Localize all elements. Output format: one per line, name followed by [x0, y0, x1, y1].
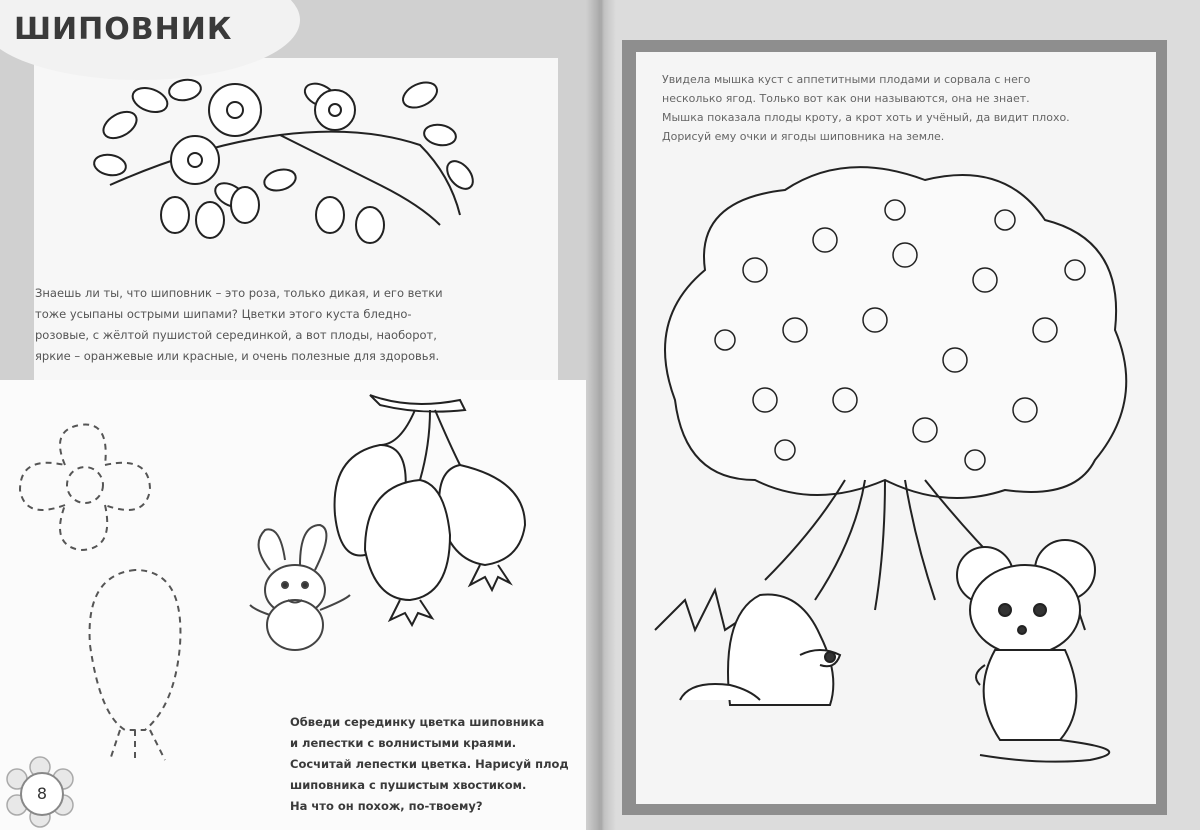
dashed-fruit-outline: [75, 565, 195, 765]
story-line: несколько ягод. Только вот как они называются, она не знает.: [662, 92, 1030, 105]
task-paragraph: [290, 712, 569, 817]
task-line: Обведи серединку цветка шиповника: [290, 715, 545, 729]
mouse-character: [940, 535, 1140, 765]
story-line: Дорисуй ему очки и ягоды шиповника на земле.: [662, 130, 945, 143]
story-paragraph: [662, 70, 1070, 146]
left-page: [0, 0, 598, 830]
task-line: и лепестки с волнистыми краями.: [290, 736, 517, 750]
rosehip-branch-illustration: [80, 65, 480, 260]
story-line: Мышка показала плоды кроту, а крот хоть и учёный, да видит плохо.: [662, 111, 1070, 124]
task-line: шиповника с пушистым хвостиком.: [290, 778, 527, 792]
task-line: Сосчитай лепестки цветка. Нарисуй плод: [290, 757, 569, 771]
bunny-character: [240, 515, 360, 655]
intro-line: Знаешь ли ты, что шиповник – это роза, только дикая, и его ветки: [35, 286, 443, 300]
book-gutter-shadow: [586, 0, 616, 830]
page-title: ШИПОВНИК: [14, 12, 233, 47]
mole-character: [670, 585, 850, 715]
intro-line: розовые, с жёлтой пушистой серединкой, а вот плоды, наоборот,: [35, 328, 437, 342]
task-line: На что он похож, по-твоему?: [290, 799, 483, 813]
story-line: Увидела мышка куст с аппетитными плодами и сорвала с него: [662, 73, 1031, 86]
dashed-flower-outline: [10, 410, 160, 560]
intro-line: тоже усыпаны острыми шипами? Цветки этого куста бледно-: [35, 307, 412, 321]
intro-line: яркие – оранжевые или красные, и очень полезные для здоровья.: [35, 349, 440, 363]
intro-paragraph: [35, 283, 443, 367]
page-number: 8: [20, 772, 64, 816]
